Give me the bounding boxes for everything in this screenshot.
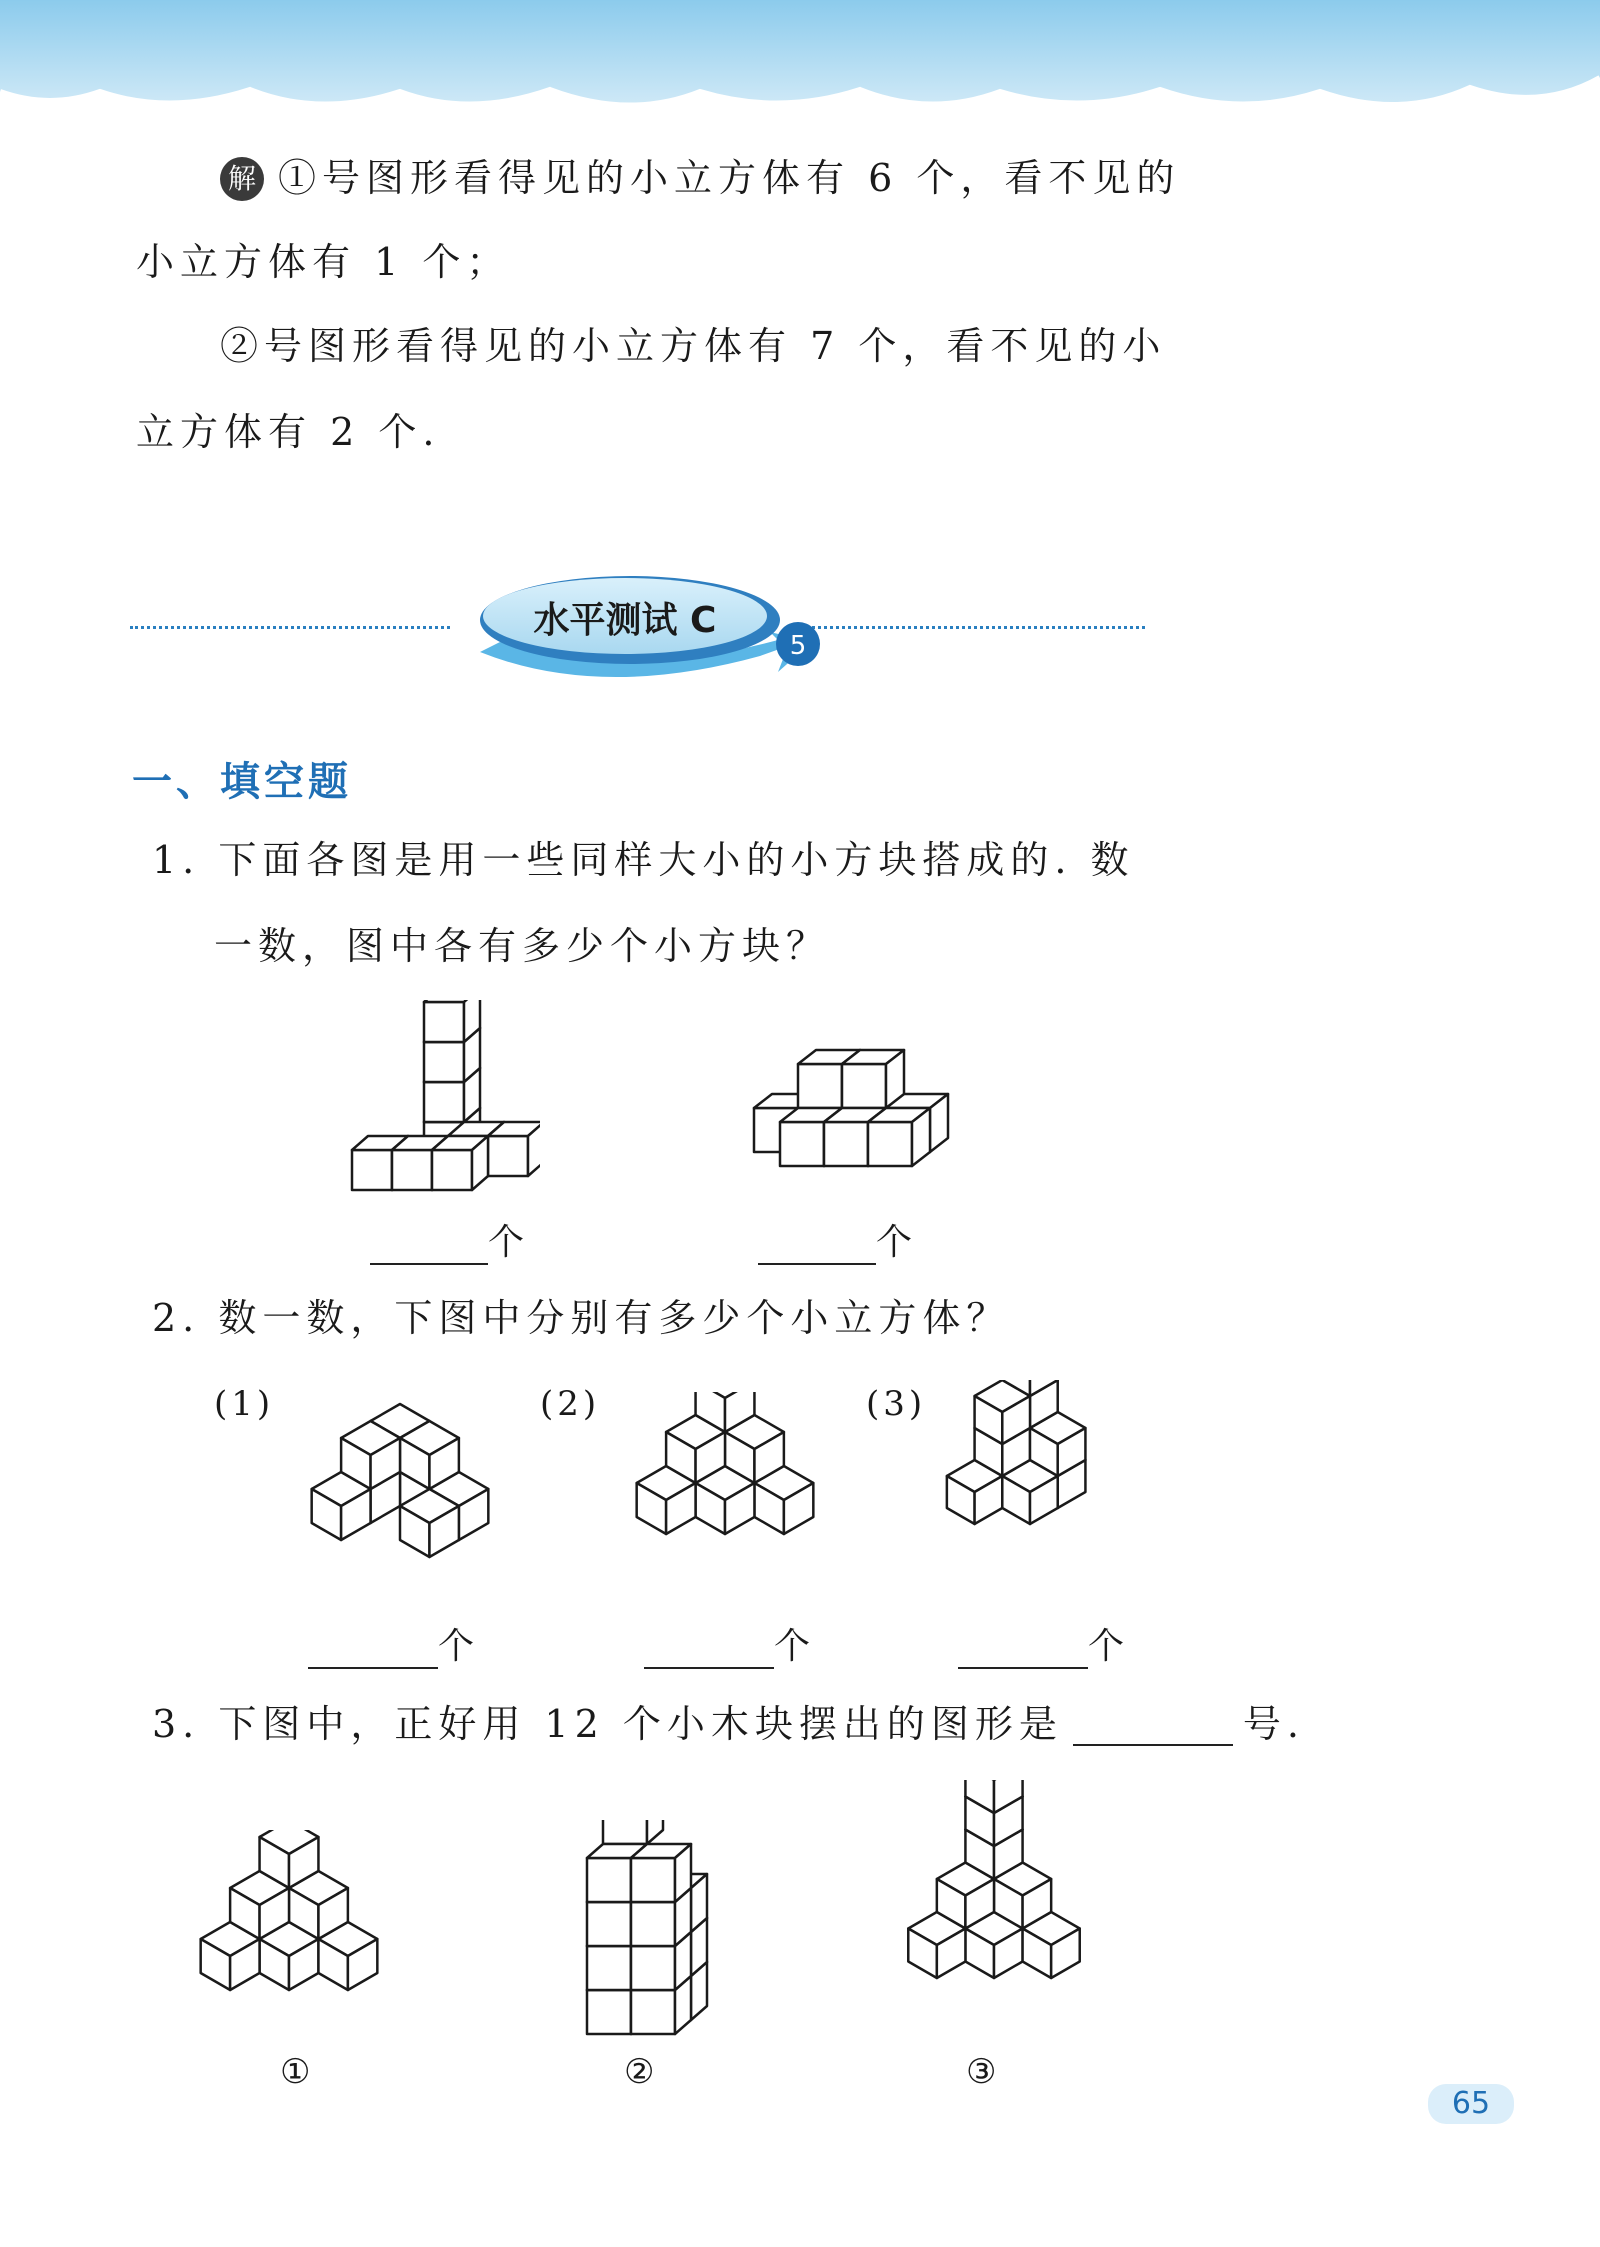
q2-blank-1[interactable] <box>308 1627 438 1669</box>
q3-figure-3 <box>900 1780 1090 2050</box>
cube-face <box>424 1042 464 1082</box>
q1-figure-2-cubes <box>754 1050 948 1166</box>
q2-label-3: (3) <box>866 1384 927 1424</box>
banner-number: 5 <box>789 631 807 661</box>
solution-line-1: 解 ①号图形看得见的小立方体有 6 个，看不见的 <box>220 156 1180 204</box>
cube-face <box>798 1064 842 1108</box>
cube-face <box>587 1946 631 1990</box>
q2-text: 2. 数一数，下图中分别有多少个小立方体？ <box>152 1296 1011 1340</box>
cube-face <box>587 1990 631 2034</box>
banner-badge <box>440 560 840 695</box>
q3-figure-1-cubes <box>201 1830 378 1990</box>
q3-label-1: ① <box>280 2052 311 2092</box>
cube-face <box>587 1902 631 1946</box>
q1-figure-1-cubes <box>352 1000 540 1190</box>
q2-blank-2[interactable] <box>644 1627 774 1669</box>
cube-face <box>631 1902 675 1946</box>
q2-figure-1 <box>290 1400 510 1590</box>
q1-blank-2[interactable] <box>758 1223 876 1265</box>
solution-line-4: 立方体有 2 个. <box>136 410 441 454</box>
q1-figure-1 <box>340 1000 540 1200</box>
q3-label-2: ② <box>624 2052 655 2092</box>
q3-figure-3-cubes <box>908 1780 1079 1978</box>
sky-header-decoration <box>0 0 1600 130</box>
q2-label-2: (2) <box>540 1384 601 1424</box>
q1-figure-2 <box>728 1030 958 1180</box>
q2-figure-2-cubes <box>637 1392 814 1534</box>
q1-answer-2: 个 <box>758 1214 912 1265</box>
q2-answer-3: 个 <box>958 1618 1124 1669</box>
q1-answer-1: 个 <box>370 1214 524 1265</box>
q2-blank-3[interactable] <box>958 1627 1088 1669</box>
banner-title: 水平测试 C <box>533 600 717 641</box>
cube-face <box>432 1150 472 1190</box>
solution-line-3: ②号图形看得见的小立方体有 7 个，看不见的小 <box>220 324 1167 368</box>
banner-dotted-left <box>130 626 450 629</box>
q2-figure-1-cubes <box>312 1404 489 1557</box>
q2-figure-2 <box>615 1392 835 1602</box>
q2-label-1: (1) <box>214 1384 275 1424</box>
q1-line-2: 一数，图中各有多少个小方块？ <box>214 924 831 968</box>
q2-figure-3-cubes <box>947 1380 1086 1524</box>
cube-face <box>587 1858 631 1902</box>
q3-label-3: ③ <box>966 2052 997 2092</box>
q3-figure-2 <box>575 1820 715 2040</box>
page-number: 65 <box>1428 2084 1514 2124</box>
solution-badge: 解 <box>220 157 264 201</box>
q1-line-1: 1. 下面各图是用一些同样大小的小方块搭成的. 数 <box>152 838 1135 882</box>
cube-face <box>647 1820 663 1844</box>
cube-face <box>631 1990 675 2034</box>
cube-face <box>392 1150 432 1190</box>
banner-dotted-right <box>800 626 1145 629</box>
cube-face <box>842 1064 886 1108</box>
cube-face <box>631 1858 675 1902</box>
q2-answer-1: 个 <box>308 1618 474 1669</box>
cube-face <box>868 1122 912 1166</box>
cube-face <box>603 1820 647 1844</box>
cube-face <box>352 1150 392 1190</box>
cube-face <box>424 1082 464 1122</box>
cube-face <box>824 1122 868 1166</box>
q3-figure-1 <box>195 1830 385 2040</box>
q2-figure-3 <box>940 1380 1140 1610</box>
q3-blank[interactable] <box>1073 1704 1233 1746</box>
section-title: 一、填空题 <box>132 759 352 805</box>
cube-face <box>424 1002 464 1042</box>
cube-face <box>488 1136 528 1176</box>
q3-text: 3. 下图中，正好用 12 个小木块摆出的图形是 号. <box>152 1702 1305 1746</box>
solution-line-2: 小立方体有 1 个； <box>136 240 511 284</box>
q1-blank-1[interactable] <box>370 1223 488 1265</box>
cube-face <box>631 1946 675 1990</box>
cube-face <box>780 1122 824 1166</box>
q2-answer-2: 个 <box>644 1618 810 1669</box>
q3-figure-2-cubes <box>587 1820 707 2034</box>
